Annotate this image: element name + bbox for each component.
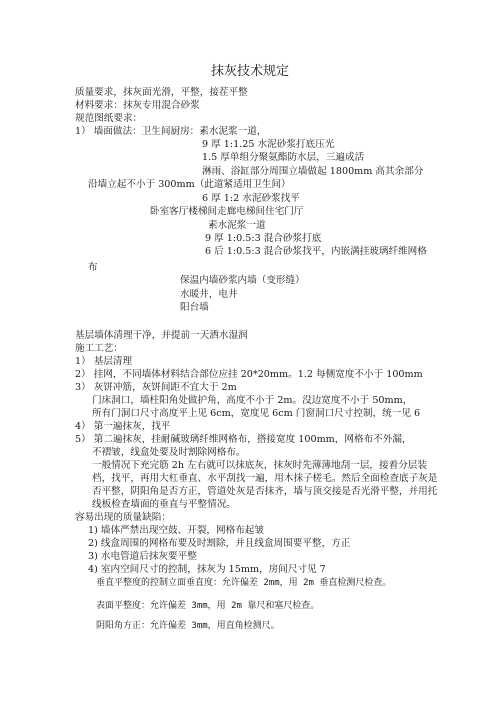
process-step: 5） 第二遍抹灰，挂耐碱玻璃纤维网格布，搭接宽度 100mm，网格布不外漏， bbox=[75, 434, 412, 445]
wall-line: 水暖井，电井 bbox=[180, 289, 238, 300]
defect-item: 3) 水电管道后抹灰要平整 bbox=[88, 551, 197, 562]
wall-line: 素水泥浆一道 bbox=[208, 220, 266, 231]
process-step-detail: 不褶皱，线盒处要及时割除网格布。 bbox=[92, 447, 246, 458]
wall-line: 9 厚 1:0.5:3 混合砂浆打底 bbox=[205, 233, 322, 244]
process-step: 1） 基层清理 bbox=[75, 356, 133, 367]
wall-line: 阳台墙 bbox=[180, 302, 209, 313]
wall-line: 布 bbox=[88, 262, 98, 273]
wall-line: 1.5 厚单组分聚氨酯防水层，三遍成活 bbox=[202, 152, 365, 163]
defect-item: 2) 线盒周围的网格布要及时割除，并且线盒周围要平整，方正 bbox=[88, 538, 351, 549]
tolerance-check: 表面平整度：允许偏差 3mm，用 2m 靠尺和塞尺检查。 bbox=[96, 601, 320, 611]
process-step: 4） 第一遍抹灰，找平 bbox=[75, 421, 171, 432]
process-step-detail: 线板检查墙面的垂直与平整情况。 bbox=[92, 499, 236, 510]
defect-item: 4) 室内空间尺寸的控制，抹灰为 15mm，房间尺寸见 7 bbox=[88, 564, 326, 575]
process-step-detail: 一般情况下充完筋 2h 左右就可以抹底灰，抹灰时先薄薄地刮一层，接着分层装 bbox=[92, 460, 427, 471]
defects-heading: 容易出现的质量缺陷： bbox=[75, 512, 171, 523]
tolerance-check: 阴阳角方正：允许偏差 3mm，用直角检测尺。 bbox=[96, 621, 280, 631]
wall-line: 9 厚 1:1.25 水泥砂浆打底压光 bbox=[202, 139, 335, 150]
quality-requirement: 质量要求，抹灰面光滑，平整，接茬平整 bbox=[75, 87, 248, 98]
wall-line: 卧室客厅楼梯间走廊电梯间住宅门厅 bbox=[150, 206, 304, 217]
wall-line: 保温内墙砂浆内墙（变形缝） bbox=[180, 275, 305, 286]
wall-line: 沿墙立起不小于 300mm（此道紧适用卫生间） bbox=[88, 179, 291, 190]
process-step-detail: 所有门洞口尺寸高度平上见 6cm，宽度见 6cm 门窗洞口尺寸控制，统一见 6 bbox=[92, 408, 421, 419]
wall-line: 6 厚 1:2 水泥砂浆找平 bbox=[202, 193, 300, 204]
process-step: 3） 灰饼冲筋，灰饼间距不宜大于 2m bbox=[75, 382, 237, 393]
process-step-detail: 否平整，阴阳角是否方正，管道处灰是否抹齐，墙与顶交接是否光滑平整，并用托 bbox=[92, 486, 438, 497]
wall-line: 6 后 1:0.5:3 混合砂浆找平，内嵌满挂玻璃纤维网格 bbox=[205, 246, 427, 257]
material-requirement: 材料要求：抹灰专用混合砂浆 bbox=[75, 100, 200, 111]
defect-item: 1) 墙体严禁出现空鼓、开裂，网格布起皱 bbox=[88, 525, 264, 536]
spec-heading: 规范图纸要求： bbox=[75, 113, 143, 124]
process-step-detail: 门床洞口，墙柱阳角处做护角，高度不小于 2m。没边宽度不小于 50mm， bbox=[92, 395, 413, 406]
document-title: 抹灰技术规定 bbox=[210, 64, 289, 79]
process-step: 2） 挂网，不同墙体材料结合部位应挂 20*20mm。1.2 每侧宽度不小于 100mm bbox=[75, 369, 423, 380]
wall-item-1: 1） 墙面做法：卫生间厨房：素水泥浆一道， bbox=[75, 126, 267, 137]
wall-line: 淋雨、浴缸部分周围立墙做起 1800mm 高其余部分 bbox=[202, 166, 424, 177]
base-cleaning-note: 基层墙体清理干净，并提前一天洒水湿润 bbox=[75, 330, 248, 341]
tolerance-check: 垂直平整度的控制立面垂直度：允许偏差 2mm，用 2m 垂直检测尺检查。 bbox=[96, 578, 392, 588]
process-heading: 施工工艺： bbox=[75, 343, 123, 354]
process-step-detail: 档，找平，再用大杠垂直、水平刮找一遍，用木抹子槎毛。然后全面检查底子灰是 bbox=[92, 473, 438, 484]
